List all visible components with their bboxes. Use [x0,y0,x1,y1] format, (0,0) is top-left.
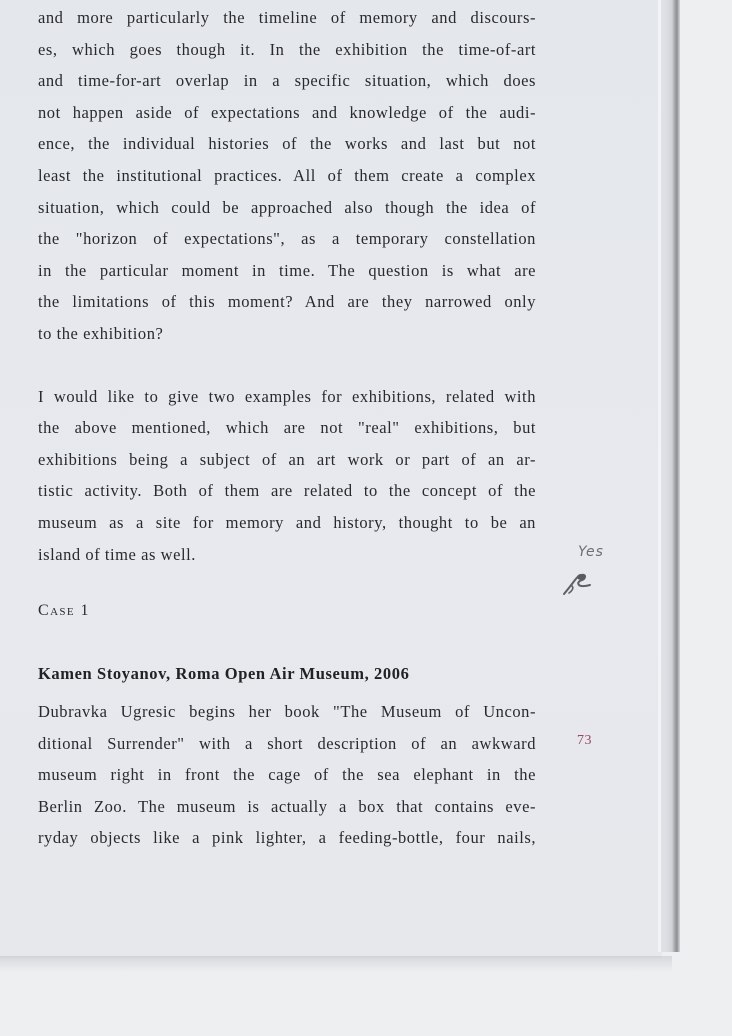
text-line: Dubravka Ugresic begins her book "The Museum of Uncon- [38,702,536,721]
page-edge [660,0,680,952]
text-line: exhibitions being a subject of an art work or part of an ar- [38,449,536,469]
text-line: I would like to give two examples for exhibitions, related with [38,386,536,406]
ink-scribble-icon [560,566,594,600]
text-line: ditional Surrender" with a short description of an awkward [38,733,536,753]
text-line: Berlin Zoo. The museum is actually a box that contains eve- [38,796,536,816]
page-edge-highlight [658,0,661,952]
case-title: Kamen Stoyanov, Roma Open Air Museum, 2006 [38,664,410,683]
text-line: museum right in front the cage of the sea elephant in the [38,765,536,785]
text-line: tistic activity. Both of them are related to the concept of the [38,481,536,501]
text-line: ryday objects like a pink lighter, a feeding-bottle, four nails, [38,828,536,848]
page-number: 73 [577,733,592,748]
paragraph-3 [38,696,536,854]
text-line: to the exhibition? [38,323,164,343]
text-line: not happen aside of expectations and knowledge of the audi- [38,102,536,122]
text-line: least the institutional practices. All of them create a complex [38,165,536,185]
text-line: museum as a site for memory and history, thought to be an [38,512,536,532]
text-line: situation, which could be approached also though the idea of [38,197,536,217]
paragraph-2 [38,381,536,571]
text-line: the "horizon of expectations", as a temporary constellation [38,229,536,249]
text-line: the limitations of this moment? And are they narrowed only [38,292,536,312]
text-line: es, which goes though it. In the exhibition the time-of-art [38,39,536,59]
text-line: island of time as well. [38,544,196,564]
page-shadow [0,956,672,972]
margin-note: Yes [578,544,604,560]
paragraph-1 [38,2,536,350]
text-line: and more particularly the timeline of memory and discours- [38,8,536,27]
text-line: the above mentioned, which are not "real" exhibitions, but [38,418,536,438]
text-line: in the particular moment in time. The question is what are [38,260,536,280]
text-line: ence, the individual histories of the works and last but not [38,134,536,154]
text-line: and time-for-art overlap in a specific situation, which does [38,71,536,91]
section-heading: Case 1 [38,602,90,619]
body-text [38,2,536,570]
